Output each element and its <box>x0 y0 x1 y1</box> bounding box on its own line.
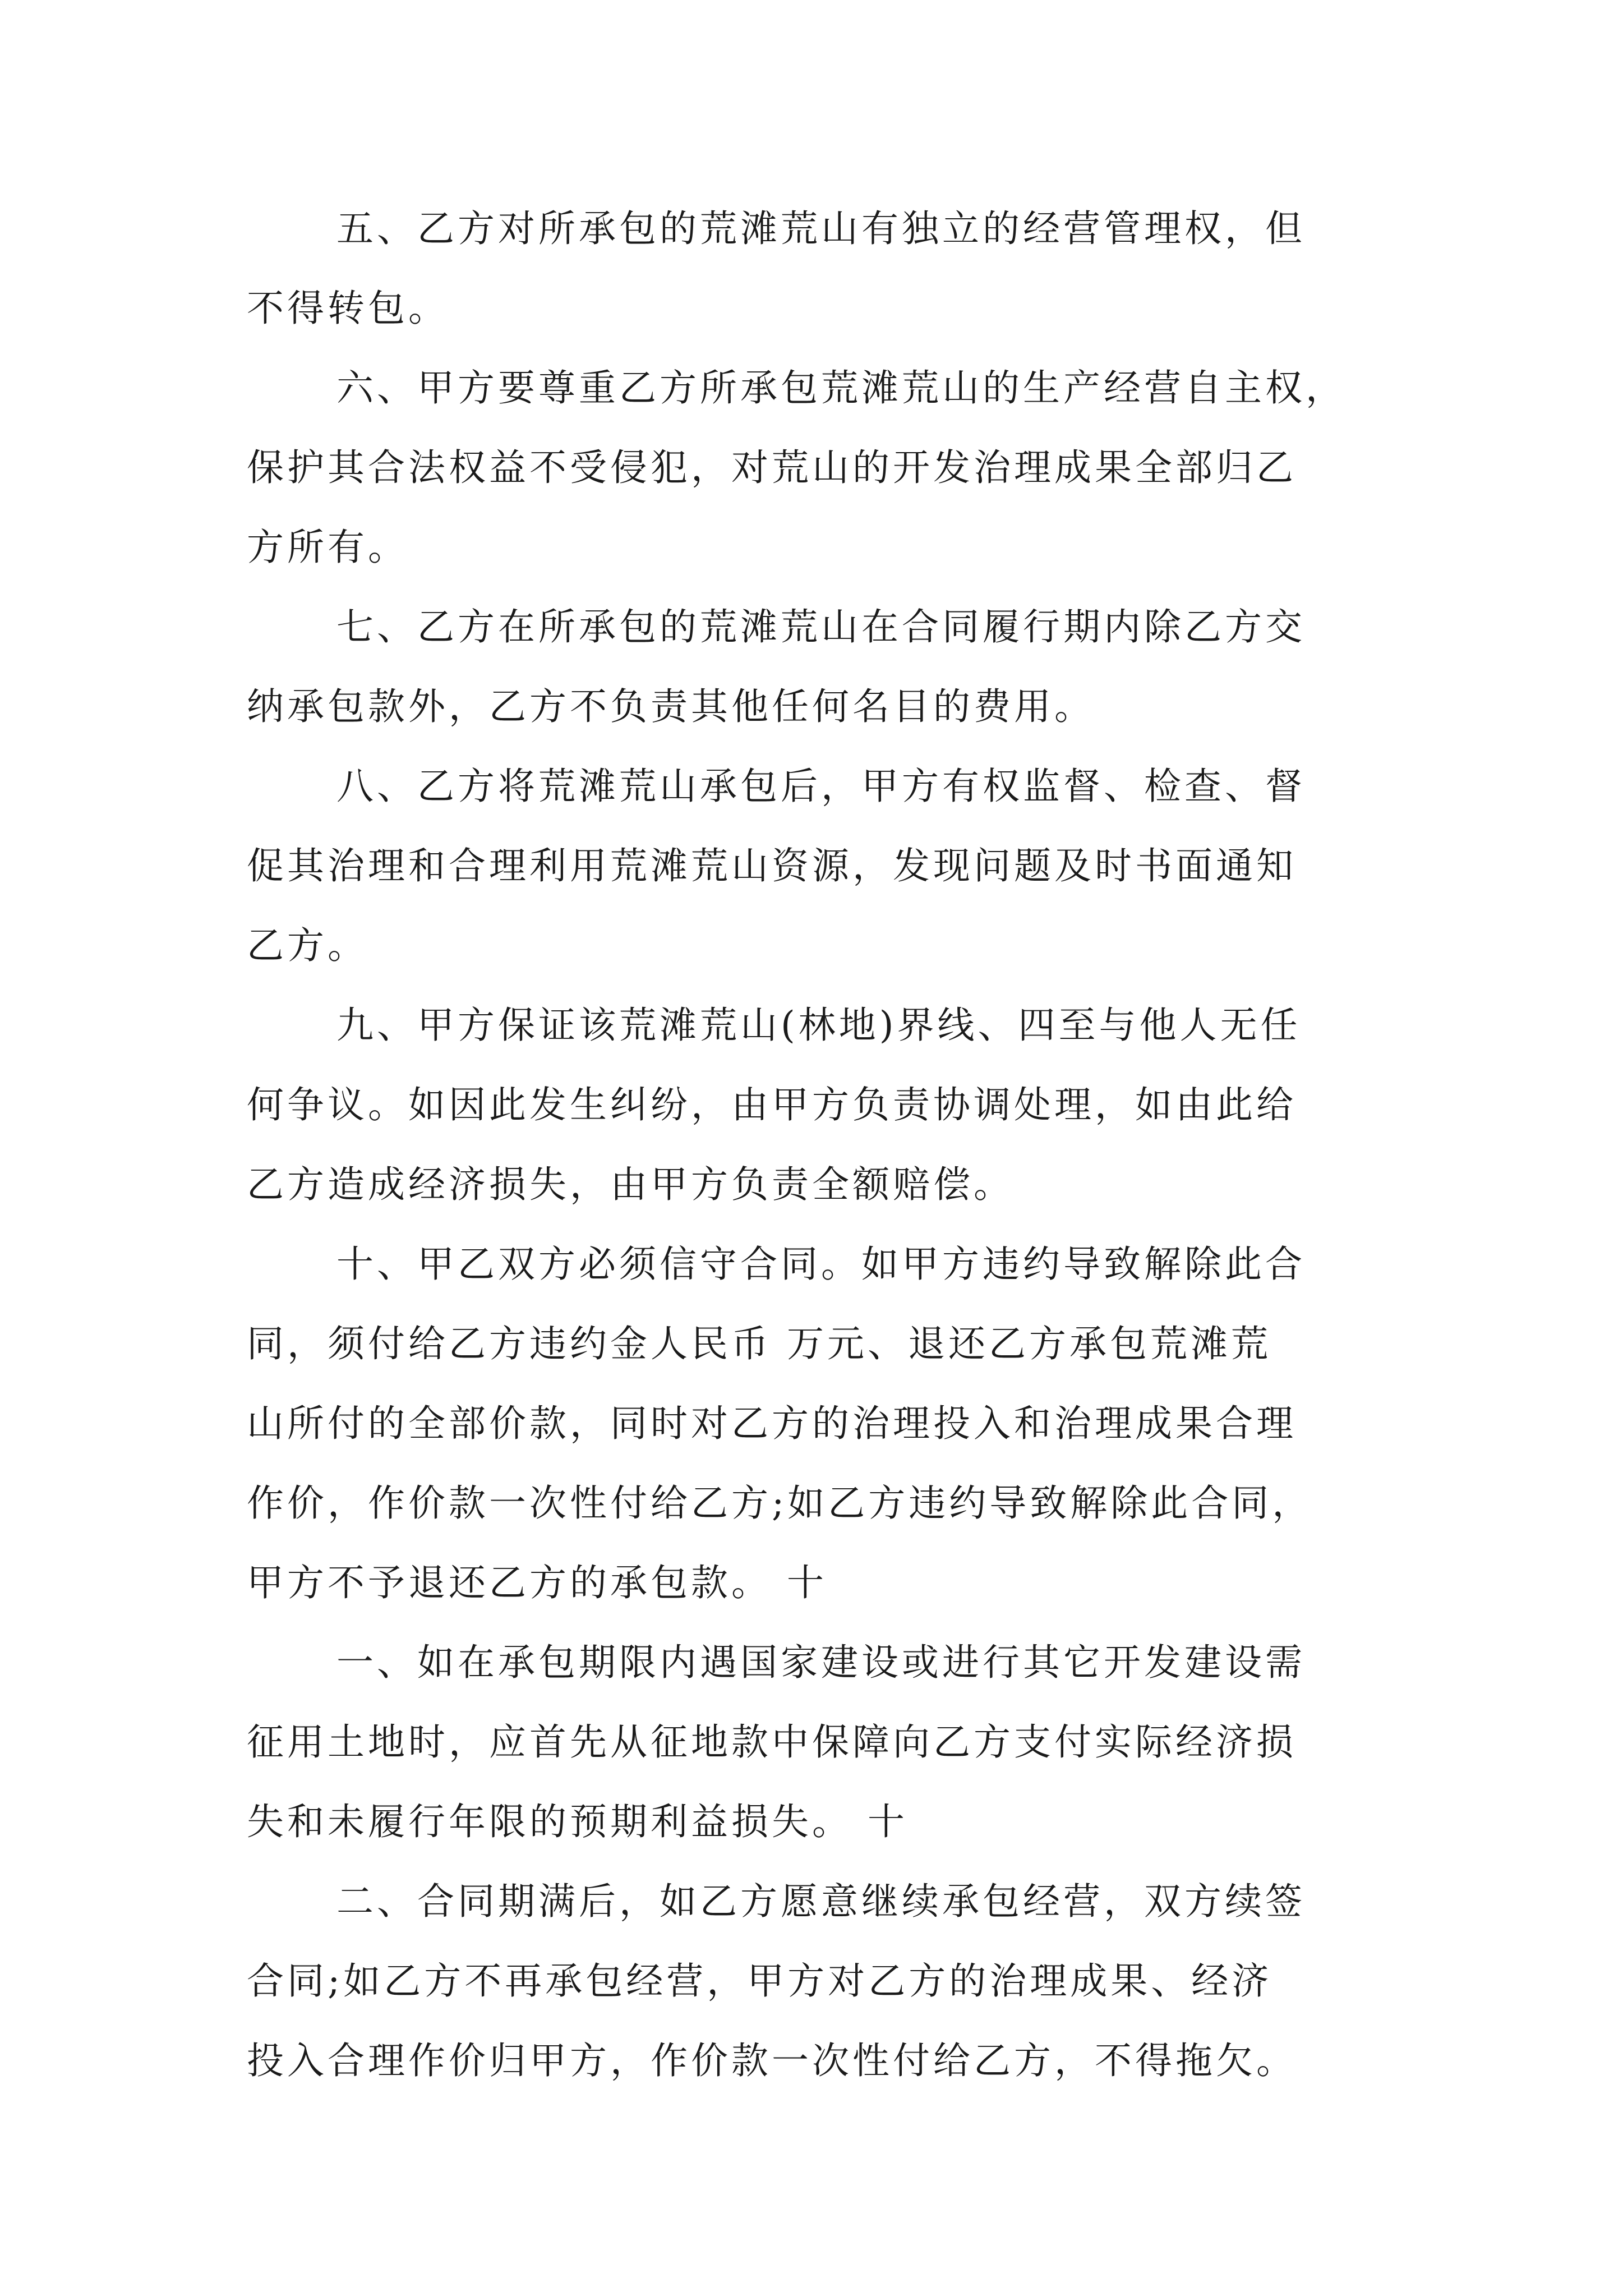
line-8: 八、乙方将荒滩荒山承包后，甲方有权监督、检查、督 <box>336 765 1306 808</box>
line-22: 二、合同期满后，如乙方愿意继续承包经营，双方续签 <box>336 1880 1306 1923</box>
line-12: 何争议。如因此发生纠纷，由甲方负责协调处理，如由此给 <box>247 1083 1297 1126</box>
line-19: 一、如在承包期限内遇国家建设或进行其它开发建设需 <box>336 1641 1306 1684</box>
line-11: 九、甲方保证该荒滩荒山(林地)界线、四至与他人无任 <box>336 1004 1301 1047</box>
line-5: 方所有。 <box>247 526 408 569</box>
line-21: 失和未履行年限的预期利益损失。 十 <box>247 1800 908 1843</box>
line-2: 不得转包。 <box>247 287 449 330</box>
line-15: 同，须付给乙方违约金人民币 万元、退还乙方承包荒滩荒 <box>247 1322 1271 1365</box>
line-7: 纳承包款外，乙方不负责其他任何名目的费用。 <box>247 685 1095 728</box>
line-13: 乙方造成经济损失，由甲方负责全额赔偿。 <box>247 1163 1014 1206</box>
line-18: 甲方不予退还乙方的承包款。 十 <box>247 1561 827 1604</box>
line-10: 乙方。 <box>247 924 368 967</box>
line-24: 投入合理作价归甲方，作价款一次性付给乙方，不得拖欠。 <box>247 2039 1297 2082</box>
line-9: 促其治理和合理利用荒滩荒山资源，发现问题及时书面通知 <box>247 844 1297 887</box>
line-3: 六、甲方要尊重乙方所承包荒滩荒山的生产经营自主权， <box>336 366 1346 409</box>
line-17: 作价，作价款一次性付给乙方;如乙方违约导致解除此合同， <box>247 1481 1313 1525</box>
line-1: 五、乙方对所承包的荒滩荒山有独立的经营管理权，但 <box>336 207 1306 250</box>
line-6: 七、乙方在所承包的荒滩荒山在合同履行期内除乙方交 <box>336 605 1306 648</box>
line-16: 山所付的全部价款，同时对乙方的治理投入和治理成果合理 <box>247 1402 1297 1445</box>
line-20: 征用土地时，应首先从征地款中保障向乙方支付实际经济损 <box>247 1720 1297 1764</box>
line-14: 十、甲乙双方必须信守合同。如甲方违约导致解除此合 <box>336 1243 1306 1286</box>
line-4: 保护其合法权益不受侵犯，对荒山的开发治理成果全部归乙 <box>247 446 1297 489</box>
line-23: 合同;如乙方不再承包经营，甲方对乙方的治理成果、经济 <box>247 1959 1272 2003</box>
